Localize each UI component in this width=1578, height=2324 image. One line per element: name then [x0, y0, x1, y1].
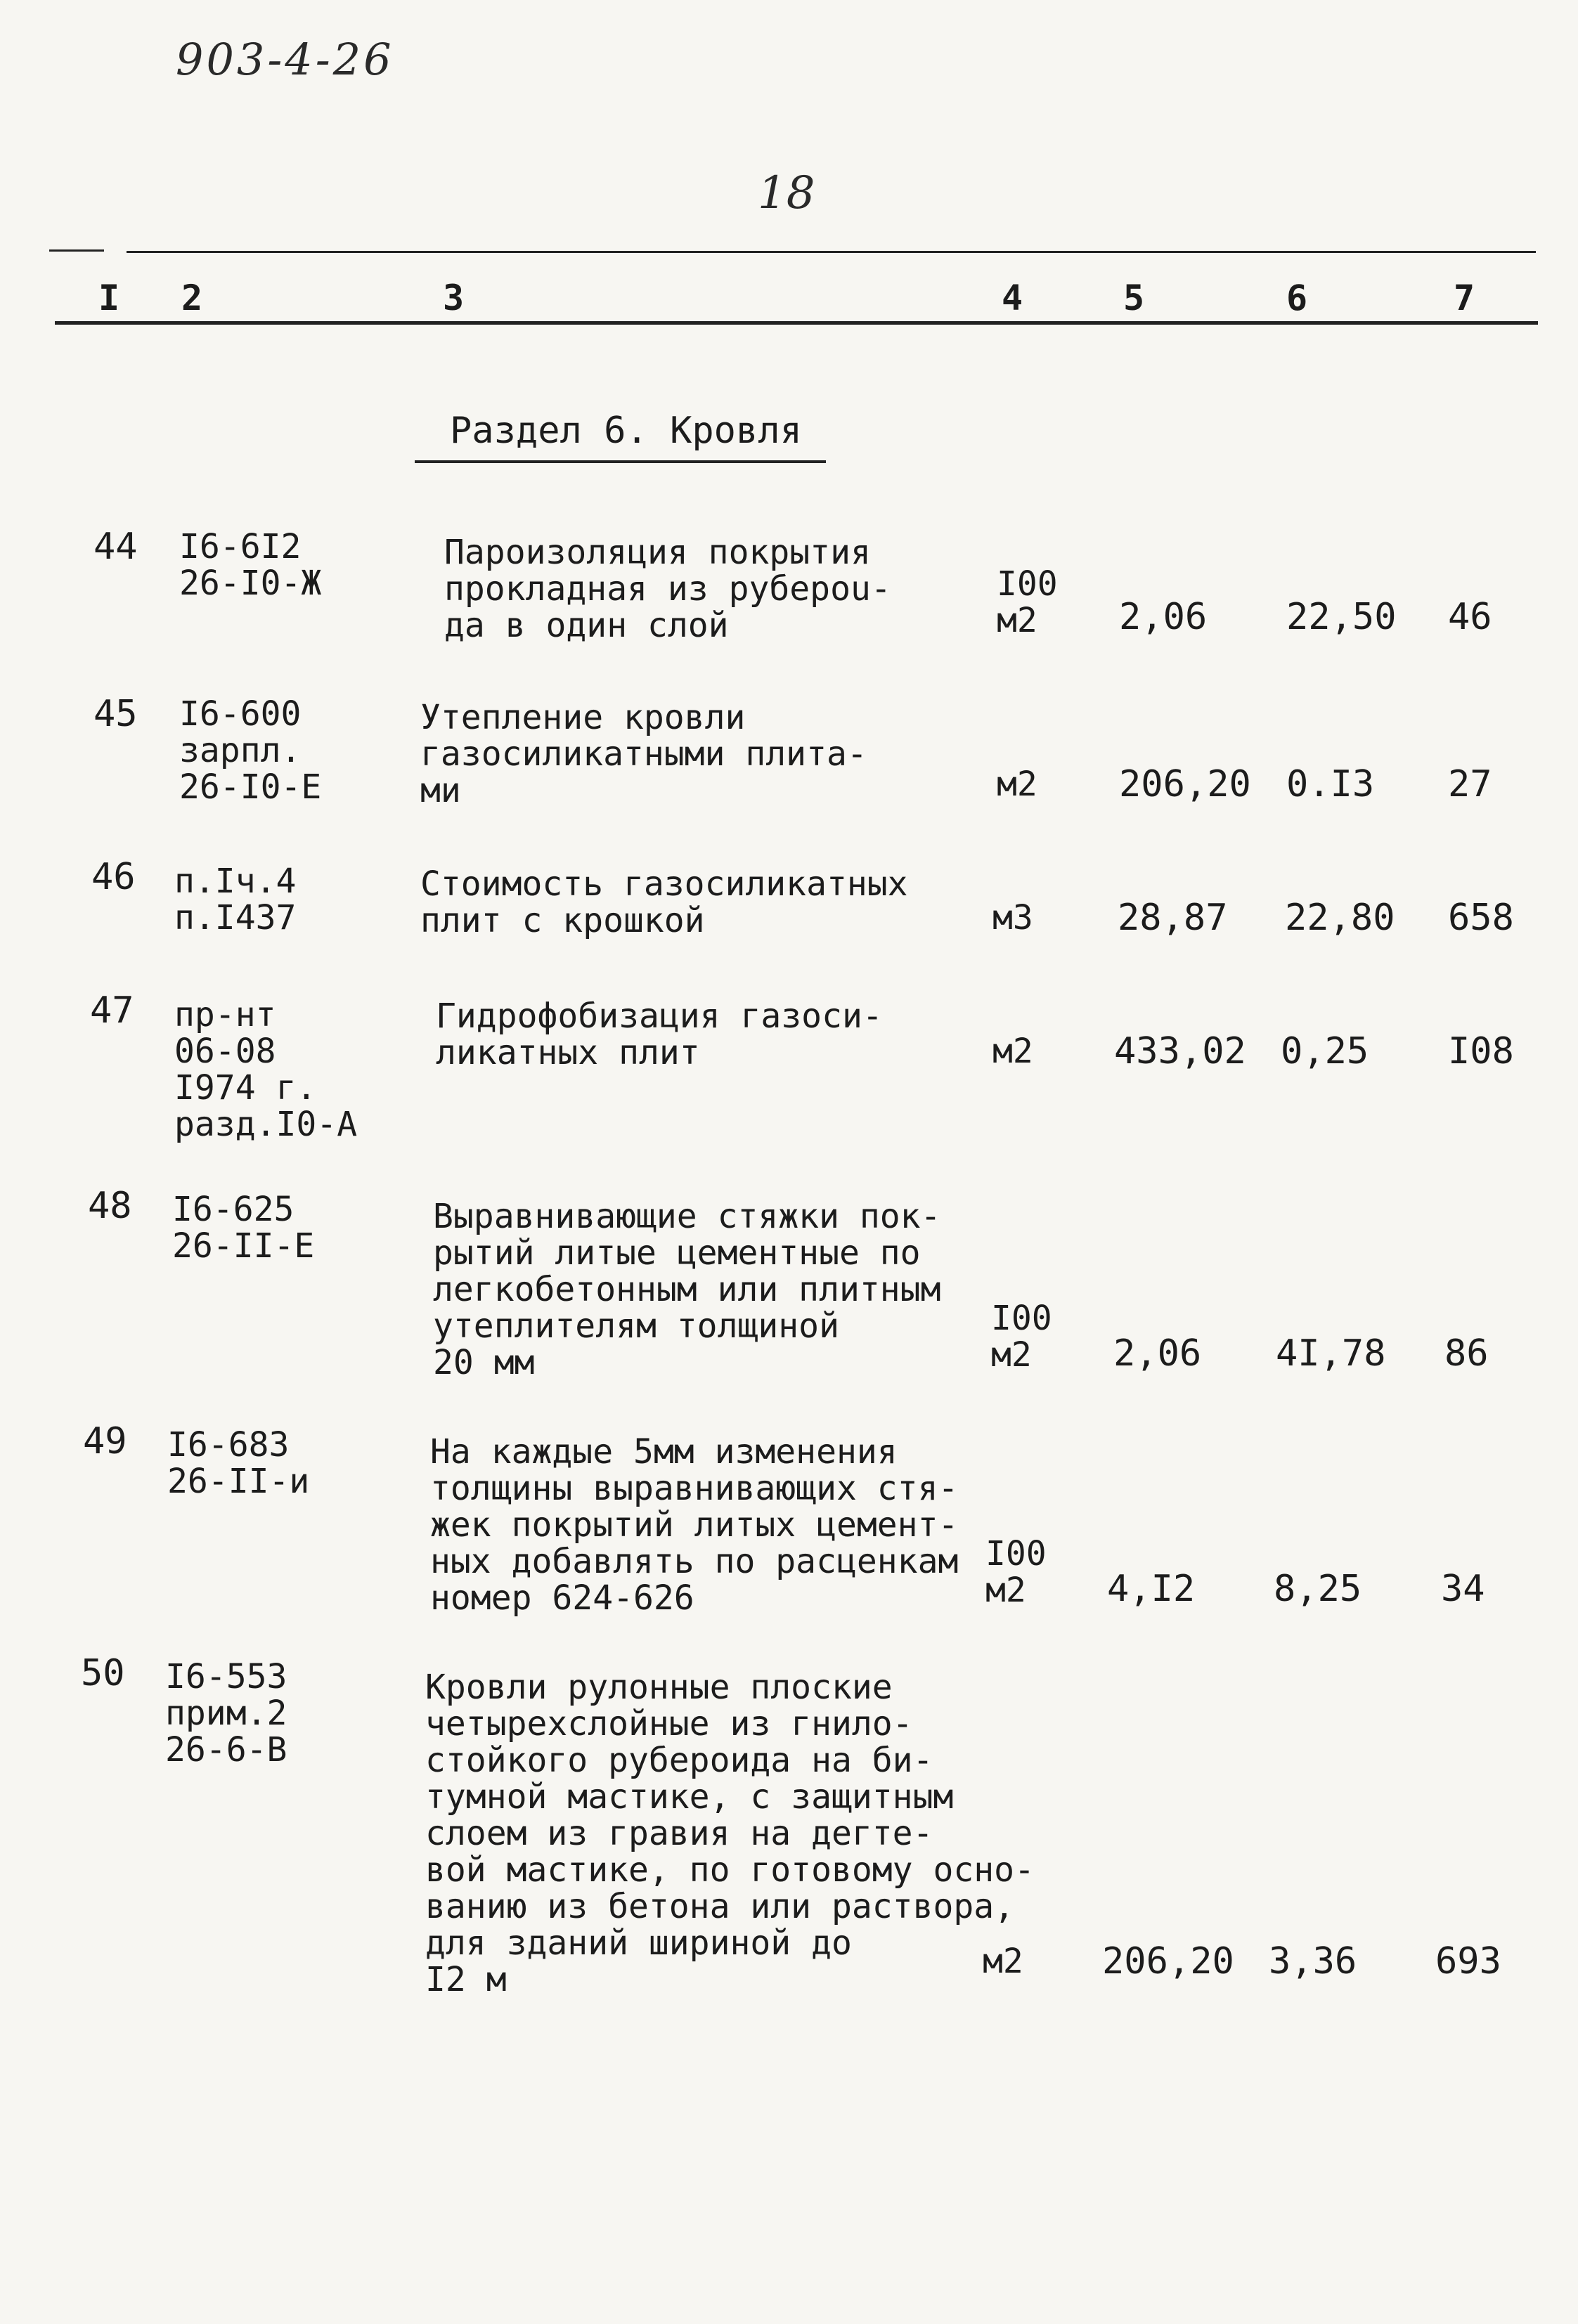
document-code: 903-4-26 [176, 34, 394, 85]
row-45-number: 45 [93, 693, 138, 735]
row-49-code: I6-683 26-II-и [167, 1425, 310, 1501]
row-46-quantity: 28,87 [1118, 897, 1228, 939]
row-48-number: 48 [88, 1185, 132, 1227]
page-number: 18 [758, 167, 815, 219]
row-47-unit: м2 [992, 1032, 1033, 1071]
row-48-code: I6-625 26-II-Е [172, 1190, 315, 1266]
header-rule-left [49, 249, 104, 252]
row-44-total: 46 [1448, 596, 1492, 638]
row-49-description: На каждые 5мм изменения толщины выравнивающих стя- жек покрытий литых цемент- ных добавлять по расценкам номер 624-626 [430, 1432, 959, 1618]
row-50-total: 693 [1435, 1940, 1501, 1982]
row-44-price: 22,50 [1286, 596, 1397, 638]
row-49-total: 34 [1441, 1568, 1485, 1610]
row-48-quantity: 2,06 [1113, 1332, 1202, 1375]
row-45-unit: м2 [997, 765, 1037, 804]
row-49-number: 49 [83, 1420, 127, 1462]
row-45-code: I6-600 зарпл. 26-I0-Е [179, 694, 322, 807]
row-46-number: 46 [91, 856, 136, 898]
row-44-description: Пароизоляция покрытия прокладная из рубероu- да в один слой [444, 533, 891, 645]
row-46-total: 658 [1448, 897, 1514, 939]
row-45-quantity: 206,20 [1119, 763, 1251, 805]
row-49-quantity: 4,I2 [1107, 1568, 1196, 1610]
row-46-description: Стоимость газосиликатных плит с крошкой [420, 864, 908, 940]
column-number-4: 4 [1002, 278, 1023, 318]
row-50-unit: м2 [983, 1942, 1023, 1981]
header-rule-bottom [55, 321, 1538, 325]
column-number-1: I [98, 278, 120, 318]
row-44-code: I6-6I2 26-I0-Ж [179, 527, 322, 603]
row-45-price: 0.I3 [1286, 763, 1375, 805]
row-47-code: пр-нт 06-08 I974 г. разд.I0-А [174, 995, 358, 1144]
row-48-unit: I00 м2 [991, 1299, 1052, 1375]
row-45-description: Утепление кровли газосиликатными плита- ми [420, 698, 867, 810]
row-44-number: 44 [93, 526, 138, 568]
row-48-description: Выравнивающие стяжки пок- рытий литые цементные по легкобетонным или плитным утеплителям толщиной 20 мм [433, 1197, 941, 1382]
row-47-description: Гидрофобизация газоси- ликатных плит [436, 997, 883, 1072]
row-47-quantity: 433,02 [1114, 1030, 1246, 1072]
row-46-code: п.Iч.4 п.I437 [174, 862, 297, 937]
column-number-7: 7 [1454, 278, 1475, 318]
section-title: Раздел 6. Кровля [450, 410, 802, 452]
header-rule-top [127, 251, 1536, 253]
row-48-total: 86 [1444, 1332, 1489, 1375]
column-number-2: 2 [181, 278, 203, 318]
column-number-6: 6 [1286, 278, 1308, 318]
section-title-underline [415, 460, 826, 463]
row-47-price: 0,25 [1281, 1030, 1369, 1072]
row-50-number: 50 [81, 1652, 125, 1694]
row-46-unit: м3 [992, 898, 1033, 937]
row-44-unit: I00 м2 [997, 564, 1058, 640]
row-49-unit: I00 м2 [985, 1534, 1047, 1610]
row-48-price: 4I,78 [1276, 1332, 1386, 1375]
row-47-number: 47 [90, 989, 134, 1032]
row-45-total: 27 [1448, 763, 1492, 805]
row-50-quantity: 206,20 [1102, 1940, 1234, 1982]
row-50-code: I6-553 прим.2 26-6-В [165, 1657, 287, 1770]
row-46-price: 22,80 [1285, 897, 1395, 939]
column-number-3: 3 [443, 278, 465, 318]
row-50-price: 3,36 [1269, 1940, 1357, 1982]
row-50-description: Кровли рулонные плоские четырехслойные из гнило- стойкого рубероида на би- тумной мастике, с защитным слоем из гравия на дегте- вой мастике, по готовому осно- ванию из бетона или раствора, для зданий шириной до I2 м [425, 1668, 1035, 1999]
column-number-5: 5 [1123, 278, 1145, 318]
row-49-price: 8,25 [1274, 1568, 1362, 1610]
row-44-quantity: 2,06 [1119, 596, 1208, 638]
row-47-total: I08 [1448, 1030, 1514, 1072]
